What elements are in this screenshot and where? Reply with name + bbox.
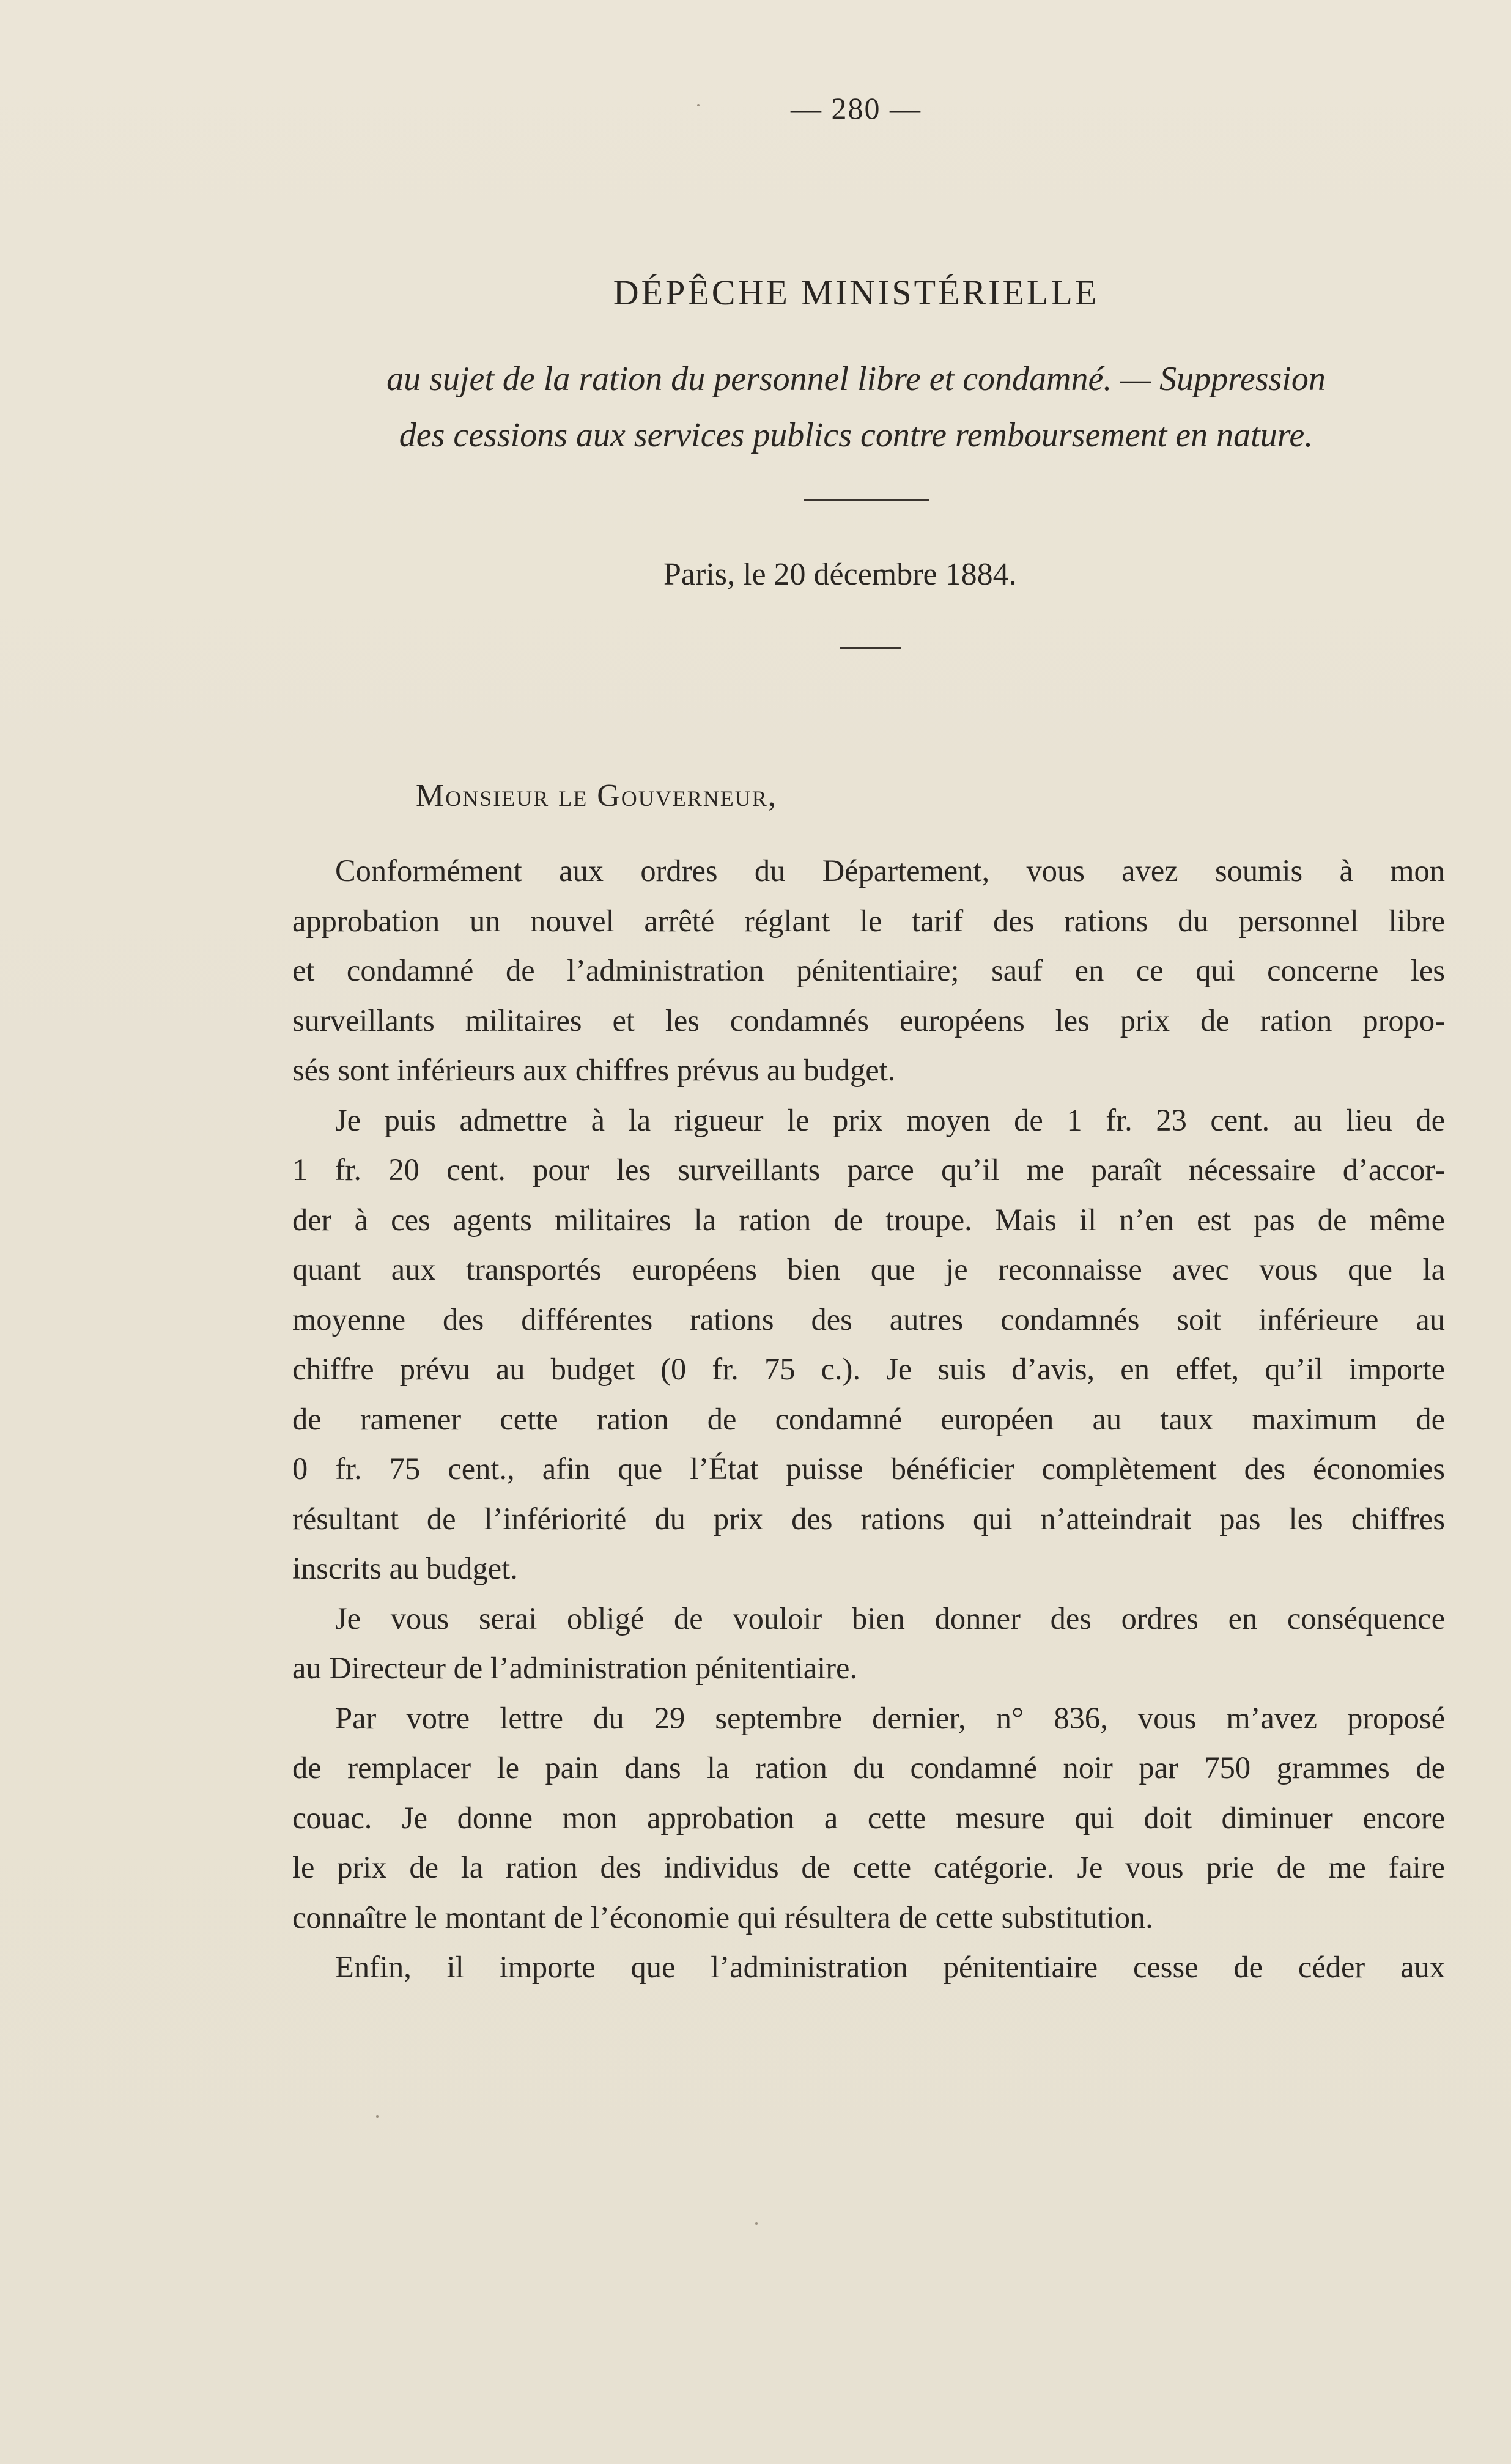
paragraph-2	[292, 1096, 1445, 1594]
text-line: Je puis admettre à la rigueur le prix moyen de 1 fr. 23 cent. au lieu de	[335, 1102, 1445, 1137]
text-line: connaître le montant de l’économie qui résultera de cette substitution.	[292, 1900, 1153, 1935]
text-line: de ramener cette ration de condamné européen au taux maximum de	[292, 1401, 1445, 1436]
text-line: chiffre prévu au budget (0 fr. 75 c.). Je suis d’avis, en effet, qu’il importe	[292, 1352, 1445, 1386]
salutation: Monsieur le Gouverneur,	[416, 778, 777, 813]
separator-rule-short	[840, 647, 901, 649]
text-line: moyenne des différentes rations des autres condamnés soit inférieure au	[292, 1302, 1445, 1337]
text-line: sés sont inférieurs aux chiffres prévus au budget.	[292, 1053, 896, 1087]
text-line: résultant de l’infériorité du prix des rations qui n’atteindrait pas les chiffres	[292, 1501, 1445, 1536]
paragraph-4	[292, 1694, 1445, 1943]
text-line: 0 fr. 75 cent., afin que l’État puisse bénéficier complètement des économies	[292, 1451, 1445, 1486]
text-line: quant aux transportés européens bien que je reconnaisse avec vous que la	[292, 1252, 1445, 1286]
paper-speck	[755, 2222, 758, 2225]
subtitle-line-1: au sujet de la ration du personnel libre et condamné. — Suppression	[386, 360, 1326, 398]
paragraph-5	[292, 1942, 1445, 1993]
text-line: couac. Je donne mon approbation a cette mesure qui doit diminuer encore	[292, 1800, 1445, 1835]
text-line: Je vous serai obligé de vouloir bien donner des ordres en conséquence	[335, 1601, 1445, 1636]
paper-speck	[697, 104, 700, 106]
text-line: surveillants militaires et les condamnés européens les prix de ration propo-	[292, 1003, 1445, 1038]
text-line: inscrits au budget.	[292, 1551, 518, 1585]
subtitle-line-2: des cessions aux services publics contre remboursement en nature.	[399, 416, 1313, 454]
text-line: Conformément aux ordres du Département, vous avez soumis à mon	[335, 854, 1445, 888]
paper-speck	[376, 2115, 379, 2118]
text-line: au Directeur de l’administration pénitentiaire.	[292, 1651, 858, 1685]
text-line: le prix de la ration des individus de cette catégorie. Je vous prie de me faire	[292, 1850, 1445, 1884]
page-number: — 280 —	[791, 91, 922, 125]
dateline: Paris, le 20 décembre 1884.	[663, 557, 1017, 592]
text-line: 1 fr. 20 cent. pour les surveillants parce qu’il me paraît nécessaire d’accor-	[292, 1153, 1445, 1187]
document-title: DÉPÊCHE MINISTÉRIELLE	[613, 273, 1099, 312]
text-line: Enfin, il importe que l’administration pénitentiaire cesse de céder aux	[335, 1950, 1445, 1984]
text-line: approbation un nouvel arrêté réglant le tarif des rations du personnel libre	[292, 903, 1445, 938]
paragraph-3	[292, 1594, 1445, 1694]
paragraph-1	[292, 846, 1445, 1096]
text-line: der à ces agents militaires la ration de troupe. Mais il n’en est pas de même	[292, 1202, 1445, 1237]
text-line: de remplacer le pain dans la ration du condamné noir par 750 grammes de	[292, 1750, 1445, 1785]
text-line: Par votre lettre du 29 septembre dernier, n° 836, vous m’avez proposé	[335, 1700, 1445, 1735]
text-line: et condamné de l’administration pénitentiaire; sauf en ce qui concerne les	[292, 953, 1445, 987]
letter-body	[292, 846, 1445, 1993]
separator-rule	[804, 499, 929, 501]
